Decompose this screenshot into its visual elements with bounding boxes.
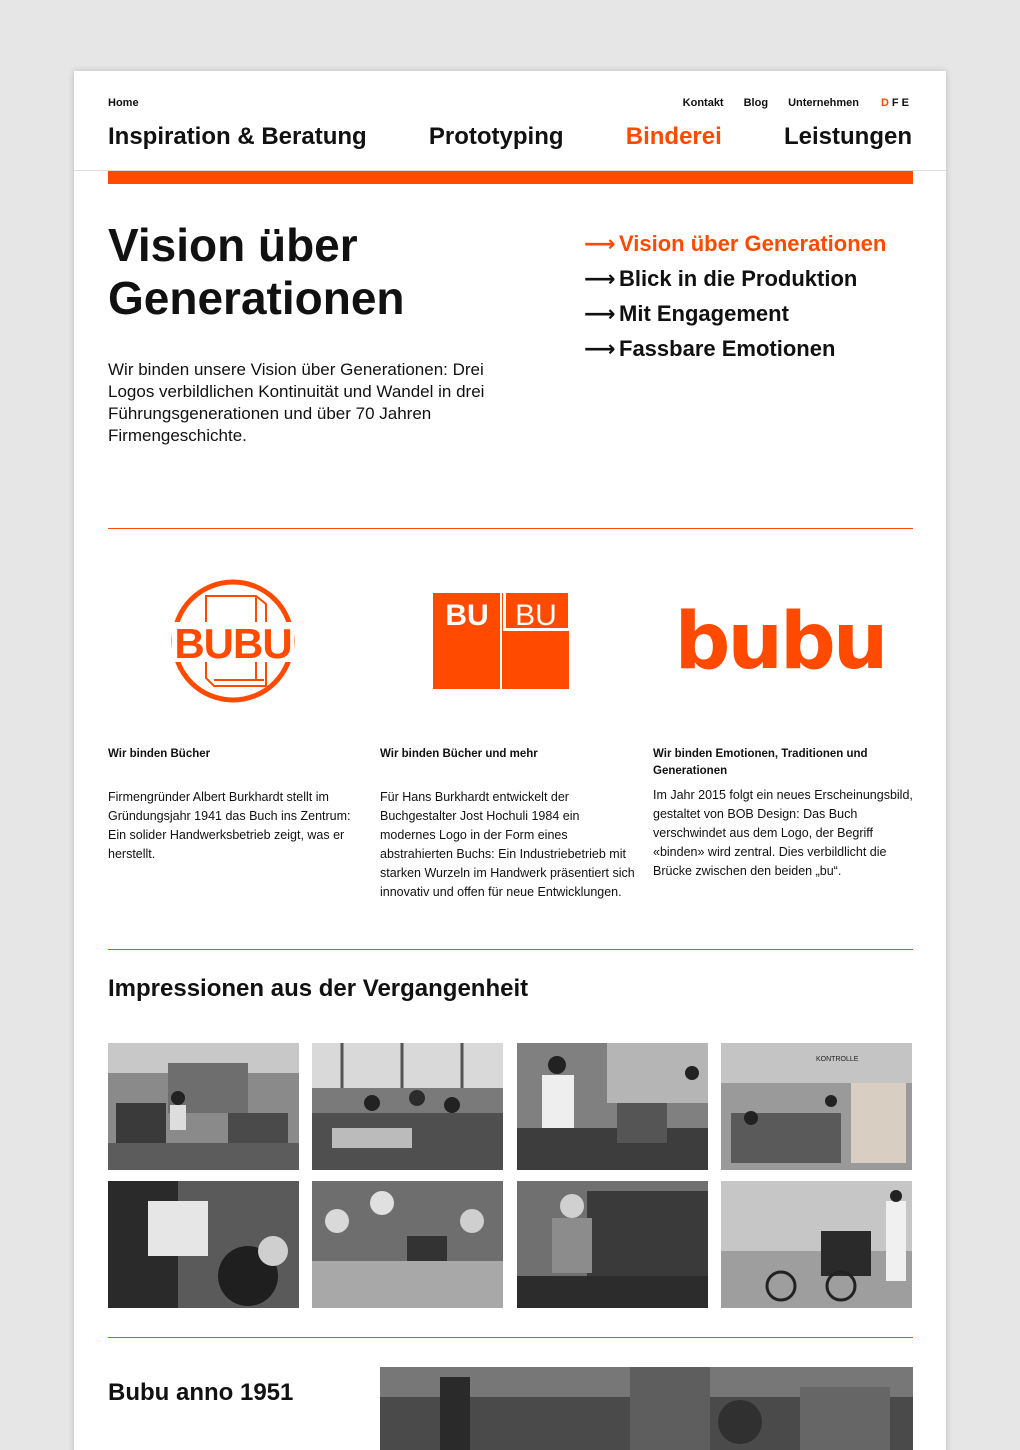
logo-1984-left: BU: [445, 599, 489, 632]
logo-1941: [168, 576, 298, 706]
site-header: [74, 71, 946, 171]
toc-emotionen[interactable]: [584, 334, 914, 363]
column-text-2015: Im Jahr 2015 folgt ein neues Erscheinungsbild, gestaltet von BOB Design: Das Buch verschwindet aus dem Logo, der Begriff «binden» wird zentral. Dies verbildlicht die Brücke zwischen den beiden „bu“.: [653, 788, 913, 878]
nav-blog[interactable]: Blog: [743, 97, 769, 109]
film-still[interactable]: [380, 1367, 913, 1450]
archive-photo-1[interactable]: [108, 1043, 299, 1170]
logo-2015-wordmark: bubu: [674, 597, 886, 687]
intro-text: Wir binden unsere Vision über Generationen: Drei Logos verbildlichen Kontinuität und Wandel in drei Führungsgenerationen und über 70 Jahren Firmengeschichte.: [108, 360, 485, 445]
column-text-1984: Für Hans Burkhardt entwickelt der Buchgestalter Jost Hochuli 1984 ein modernes Logo in der Form eines abstrahierten Buchs: Ein Industriebetrieb mit starken Wurzeln im Handwerk präsentiert sich innovativ und offen für neue Entwicklungen.: [380, 790, 635, 899]
language-switcher: [881, 97, 912, 109]
column-heading-2015: Wir binden Emotionen, Traditionen und Generationen: [653, 748, 868, 777]
photo-sign-text: KONTROLLE: [816, 1056, 859, 1063]
arrow-right-icon: ⟶: [584, 336, 616, 361]
main-nav: [108, 123, 912, 151]
arrow-right-icon: ⟶: [584, 301, 616, 326]
lang-d[interactable]: D: [880, 97, 892, 109]
arrow-right-icon: ⟶: [584, 231, 616, 256]
logo-1941-wordmark: BUBU: [174, 620, 292, 667]
lang-e[interactable]: E: [901, 97, 912, 109]
arrow-right-icon: ⟶: [584, 266, 616, 291]
toc-label: Mit Engagement: [619, 301, 789, 326]
section-divider: [108, 949, 913, 950]
home-link[interactable]: Home: [108, 97, 139, 109]
nav-unternehmen[interactable]: Unternehmen: [788, 97, 859, 109]
archive-photo-3[interactable]: [517, 1043, 708, 1170]
page-card: [74, 71, 946, 1450]
toc-label: Fassbare Emotionen: [619, 336, 836, 361]
utility-nav: [663, 97, 912, 109]
column-text-1941: Firmengründer Albert Burkhardt stellt im Gründungsjahr 1941 das Buch ins Zentrum: Ein solider Handwerksbetrieb zeigt, was er herstellt.: [108, 790, 351, 861]
toc-vision[interactable]: [584, 229, 914, 258]
nav-kontakt[interactable]: Kontakt: [682, 97, 724, 109]
toc-produktion[interactable]: [584, 264, 914, 293]
nav-binderei[interactable]: Binderei: [625, 123, 722, 150]
archive-photo-7[interactable]: [517, 1181, 708, 1308]
section-divider: [108, 528, 913, 529]
archive-photo-5[interactable]: [108, 1181, 299, 1308]
lang-f[interactable]: F: [891, 97, 902, 109]
nav-prototyping[interactable]: Prototyping: [428, 123, 564, 150]
toc-label: Blick in die Produktion: [619, 266, 858, 291]
section-divider: [108, 1337, 913, 1338]
nav-leistungen[interactable]: Leistungen: [783, 123, 912, 150]
impressions-title: Impressionen aus der Vergangenheit: [108, 975, 529, 1002]
column-heading-1941: Wir binden Bücher: [108, 748, 211, 760]
archive-photo-8[interactable]: [721, 1181, 912, 1308]
toc-engagement[interactable]: [584, 299, 914, 328]
nav-inspiration-beratung[interactable]: Inspiration & Beratung: [108, 123, 367, 150]
archive-photo-2[interactable]: [312, 1043, 503, 1170]
active-section-bar: [108, 171, 913, 184]
toc-label: Vision über Generationen: [619, 231, 887, 256]
logo-1984: [432, 576, 570, 706]
logo-2015: [670, 576, 890, 706]
film-title: Bubu anno 1951: [108, 1379, 294, 1406]
column-heading-1984: Wir binden Bücher und mehr: [380, 748, 538, 760]
page-title: Vision über Generationen: [108, 219, 405, 324]
section-nav: [584, 229, 914, 369]
logo-1984-right: BU: [515, 599, 557, 632]
archive-photo-6[interactable]: [312, 1181, 503, 1308]
archive-photo-4[interactable]: [721, 1043, 912, 1170]
